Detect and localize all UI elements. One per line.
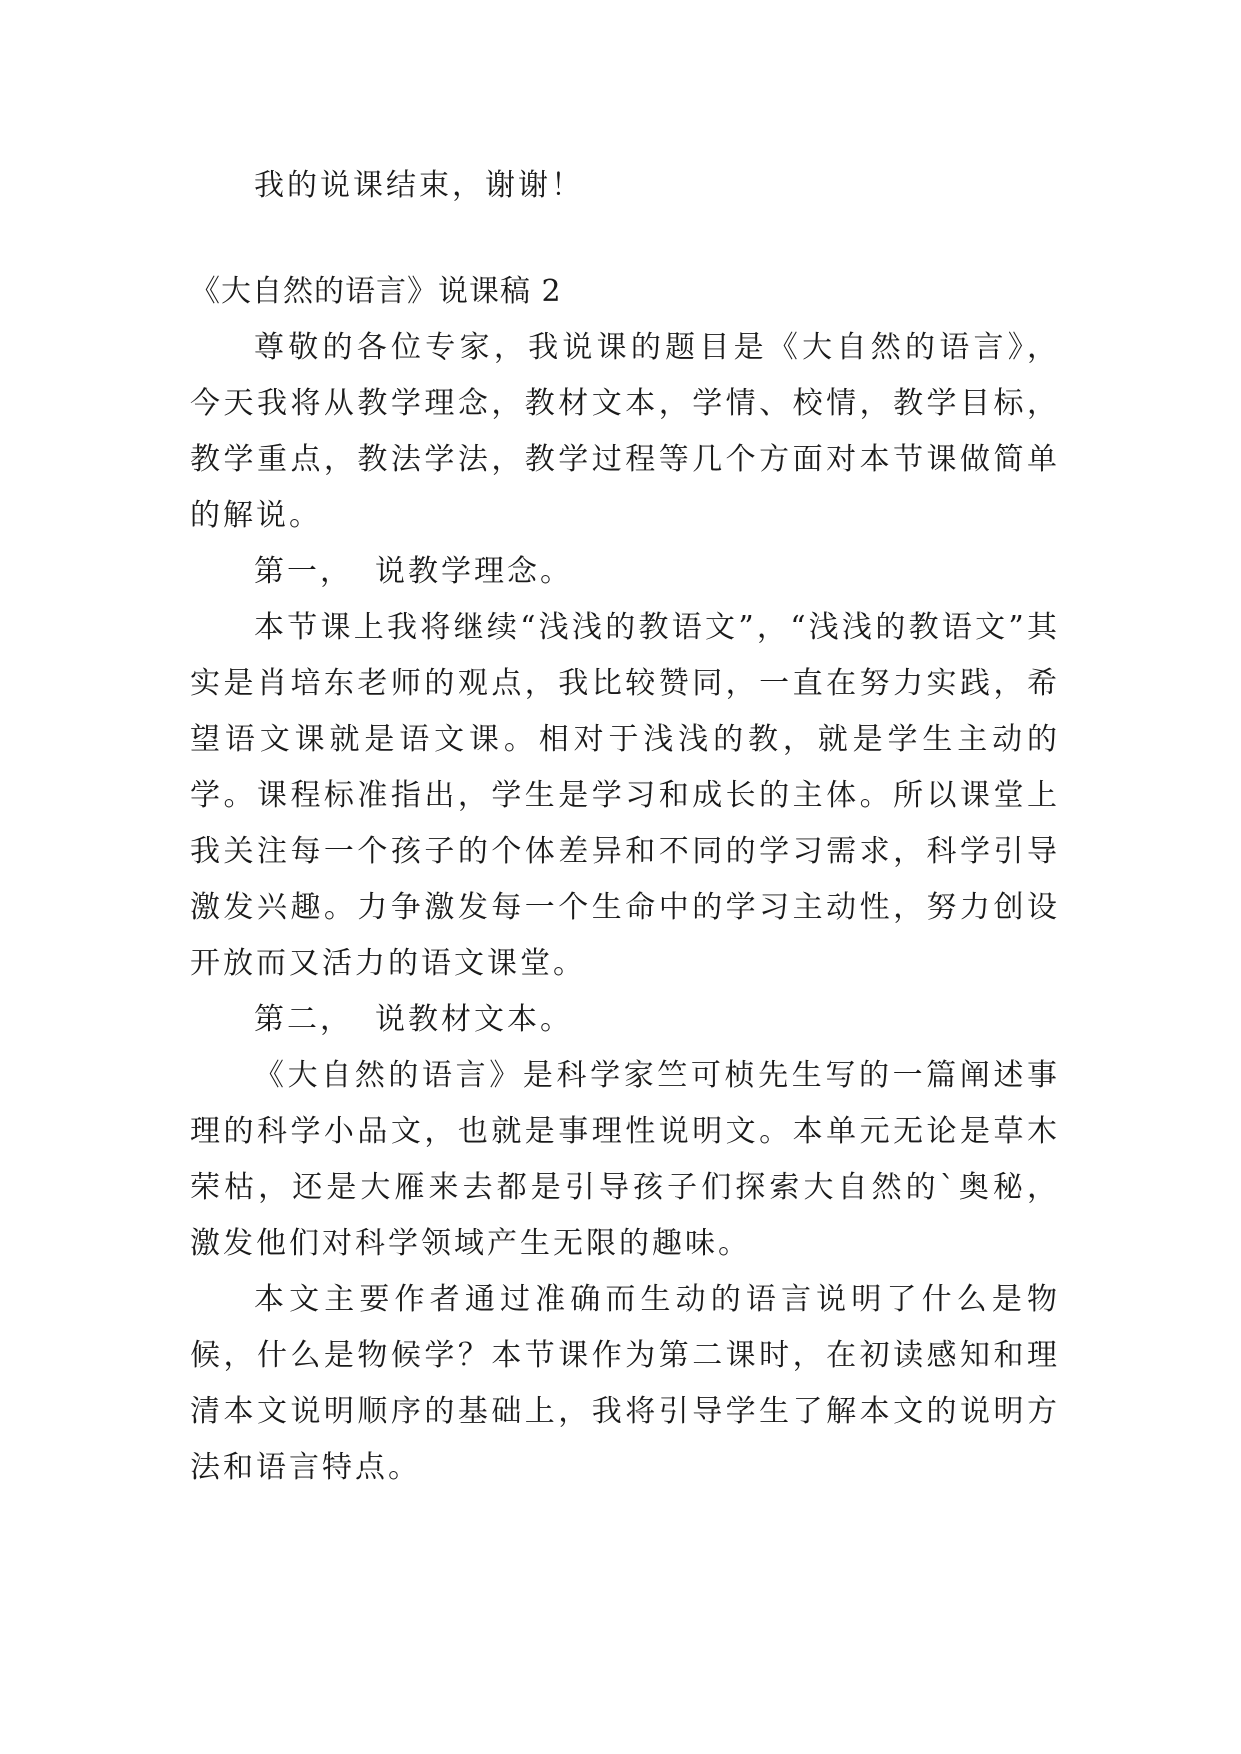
section-2-body-1: 《大自然的语言》是科学家竺可桢先生写的一篇阐述事理的科学小品文，也就是事理性说明文。本单元无论是草木荣枯，还是大雁来去都是引导孩子们探索大自然的`奥秘，激发他们对科学领域产生无限的趣味。 (190, 1058, 1060, 1261)
document-title: 《大自然的语言》说课稿 2 (190, 274, 562, 309)
section-2-title: 说教材文本。 (375, 1002, 573, 1037)
closing-line: 我的说课结束，谢谢！ (254, 168, 584, 203)
section-heading-1 (190, 544, 1060, 600)
section-heading-2 (190, 992, 1060, 1048)
section-1-body: 本节课上我将继续“浅浅的教语文”，“浅浅的教语文”其实是肖培东老师的观点，我比较赞同，一直在努力实践，希望语文课就是语文课。相对于浅浅的教，就是学生主动的学。课程标准指出，学生是学习和成长的主体。所以课堂上我关注每一个孩子的个体差异和不同的学习需求，科学引导激发兴趣。力争激发每一个生命中的学习主动性，努力创设开放而又活力的语文课堂。 (190, 610, 1060, 981)
document-body (190, 158, 1060, 1496)
section-1-title: 说教学理念。 (375, 554, 573, 589)
section-2-body-2: 本文主要作者通过准确而生动的语言说明了什么是物候，什么是物候学？本节课作为第二课时，在初读感知和理清本文说明顺序的基础上，我将引导学生了解本文的说明方法和语言特点。 (190, 1282, 1060, 1485)
intro-paragraph: 尊敬的各位专家，我说课的题目是《大自然的语言》，今天我将从教学理念，教材文本，学情、校情，教学目标，教学重点，教法学法，教学过程等几个方面对本节课做简单的解说。 (190, 330, 1060, 533)
section-1-label: 第一， (254, 554, 353, 589)
section-2-label: 第二， (254, 1002, 353, 1037)
